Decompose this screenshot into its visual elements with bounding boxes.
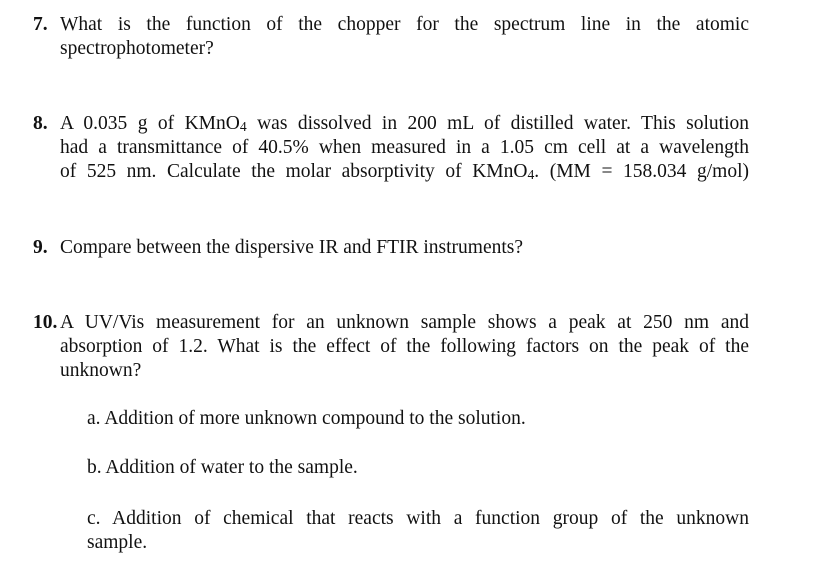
subitem-c [87, 507, 749, 555]
question-number: 9. [33, 237, 48, 258]
text-line: b. Addition of water to the sample. [87, 457, 358, 478]
text-line: of 525 nm. Calculate the molar absorptivity of KMnO$_4$. (MM = 158.034 g/mol) [60, 161, 749, 183]
text-line: unknown? [60, 360, 142, 381]
question-text [60, 112, 749, 184]
subitem-a [87, 407, 749, 431]
text-line: had a transmittance of 40.5% when measured in a 1.05 cm cell at a wavelength [60, 137, 749, 158]
question-text [60, 311, 749, 383]
text-line: a. Addition of more unknown compound to the solution. [87, 408, 526, 429]
text-line: A 0.035 g of KMnO$_4$ was dissolved in 200 mL of distilled water. This solution [60, 113, 749, 135]
subitem-b [87, 456, 749, 480]
text-line: What is the function of the chopper for the spectrum line in the atomic [60, 14, 749, 35]
question-number: 7. [33, 14, 48, 35]
text-line: Compare between the dispersive IR and FTIR instruments? [60, 237, 524, 258]
question-text [60, 236, 749, 260]
question-number: 10. [33, 312, 58, 333]
question-text [60, 13, 749, 61]
text-line: sample. [87, 532, 148, 553]
question-number: 8. [33, 113, 48, 134]
text-line: absorption of 1.2. What is the effect of the following factors on the peak of the [60, 336, 749, 357]
text-line: spectrophotometer? [60, 38, 214, 59]
text-line: c. Addition of chemical that reacts with a function group of the unknown [87, 508, 749, 529]
text-line: A UV/Vis measurement for an unknown sample shows a peak at 250 nm and [60, 312, 749, 333]
